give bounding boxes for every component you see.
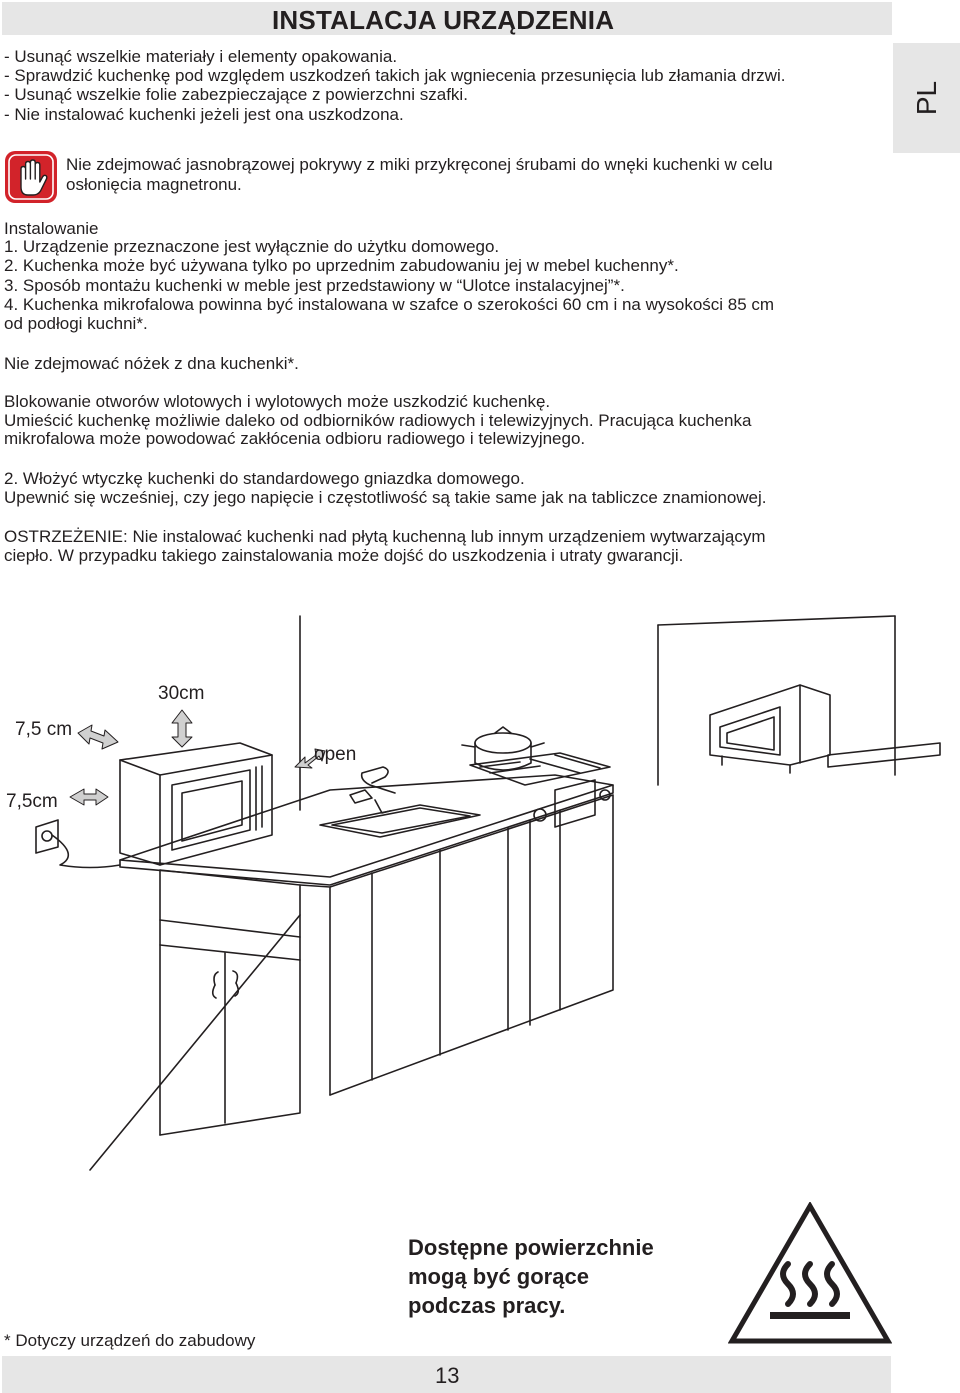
install-item-2: 2. Kuchenka może być używana tylko po uprzednim zabudowaniu jej w mebel kuchenny*. — [4, 256, 679, 275]
base-cabinets — [160, 780, 613, 1135]
note-plug-1: 2. Włożyć wtyczkę kuchenki do standardowego gniazdka domowego. — [4, 469, 525, 488]
install-item-4: 4. Kuchenka mikrofalowa powinna być instalowana w szafce o szerokości 60 cm i na wysokości 85 cm — [4, 295, 775, 314]
hot-surface-warning-icon — [728, 1202, 892, 1345]
warning-line-1: OSTRZEŻENIE: Nie instalować kuchenki nad płytą kuchenną lub innym urządzeniem wytwarzającym — [4, 527, 766, 546]
intro-line-2: - Sprawdzić kuchenkę pod względem uszkodzeń takich jak wgniecenia przesunięcia lub złamania drzwi. — [4, 66, 786, 85]
open-label: open — [314, 744, 357, 765]
install-item-3: 3. Sposób montażu kuchenki w meble jest przedstawiony w “Ulotce instalacyjnej”*. — [4, 276, 625, 295]
hot-surface-line-2: mogą być gorące — [408, 1264, 589, 1289]
hot-surface-line-3: podczas pracy. — [408, 1293, 566, 1318]
install-heading: Instalowanie — [4, 219, 99, 238]
notice-line-2: osłonięcia magnetronu. — [66, 175, 242, 194]
hot-surface-text — [408, 1233, 654, 1320]
footnote: * Dotyczy urządzeń do zabudowy — [4, 1331, 256, 1350]
note-plug-2: Upewnić się wcześniej, czy jego napięcie i częstotliwość są takie same jak na tabliczce znamionowej. — [4, 488, 767, 507]
sink — [320, 767, 480, 837]
page-title: INSTALACJA URZĄDZENIA — [272, 5, 615, 35]
side-clearance-label-1: 7,5 cm — [15, 719, 73, 740]
notice-line-1: Nie zdejmować jasnobrązowej pokrywy z miki przykręconej śrubami do wnęki kuchenki w celu — [66, 155, 773, 174]
top-clearance-label: 30cm — [158, 683, 205, 704]
kitchen-installation-diagram — [0, 615, 960, 1175]
note-radio-2: mikrofalowa może powodować zakłócenia odbioru radiowego i telewizyjnego. — [4, 429, 586, 448]
title-bar — [2, 2, 892, 35]
language-tab — [893, 43, 960, 153]
wall-socket — [36, 820, 120, 868]
hot-surface-line-1: Dostępne powierzchnie — [408, 1235, 654, 1260]
intro-line-3: - Usunąć wszelkie folie zabezpieczające z powierzchni szafki. — [4, 85, 468, 104]
page-number: 13 — [435, 1363, 460, 1388]
page-footer-bar — [2, 1356, 891, 1393]
side-clearance-label-2: 7,5cm — [6, 791, 58, 812]
counter-microwave — [120, 743, 272, 865]
room-walls — [90, 616, 895, 1170]
install-item-1: 1. Urządzenie przeznaczone jest wyłącznie do użytku domowego. — [4, 237, 500, 256]
intro-line-4: - Nie instalować kuchenki jeżeli jest ona uszkodzona. — [4, 105, 404, 124]
stop-hand-icon — [4, 150, 58, 204]
intro-line-1: - Usunąć wszelkie materiały i elementy opakowania. — [4, 47, 398, 66]
wall-microwave — [710, 685, 830, 773]
note-radio-1: Umieścić kuchenkę możliwie daleko od odbiorników radiowych i telewizyjnych. Pracująca kuchenka — [4, 411, 752, 430]
install-item-4-cont: od podłogi kuchni*. — [4, 314, 148, 333]
note-feet: Nie zdejmować nóżek z dna kuchenki*. — [4, 354, 299, 373]
note-vents: Blokowanie otworów wlotowych i wylotowych może uszkodzić kuchenkę. — [4, 392, 551, 411]
warning-line-2: ciepło. W przypadku takiego zainstalowania może dojść do uszkodzenia i utraty gwarancji. — [4, 546, 684, 565]
clearance-arrows — [70, 710, 325, 805]
window-sill — [828, 743, 940, 767]
language-label: PL — [910, 80, 942, 116]
